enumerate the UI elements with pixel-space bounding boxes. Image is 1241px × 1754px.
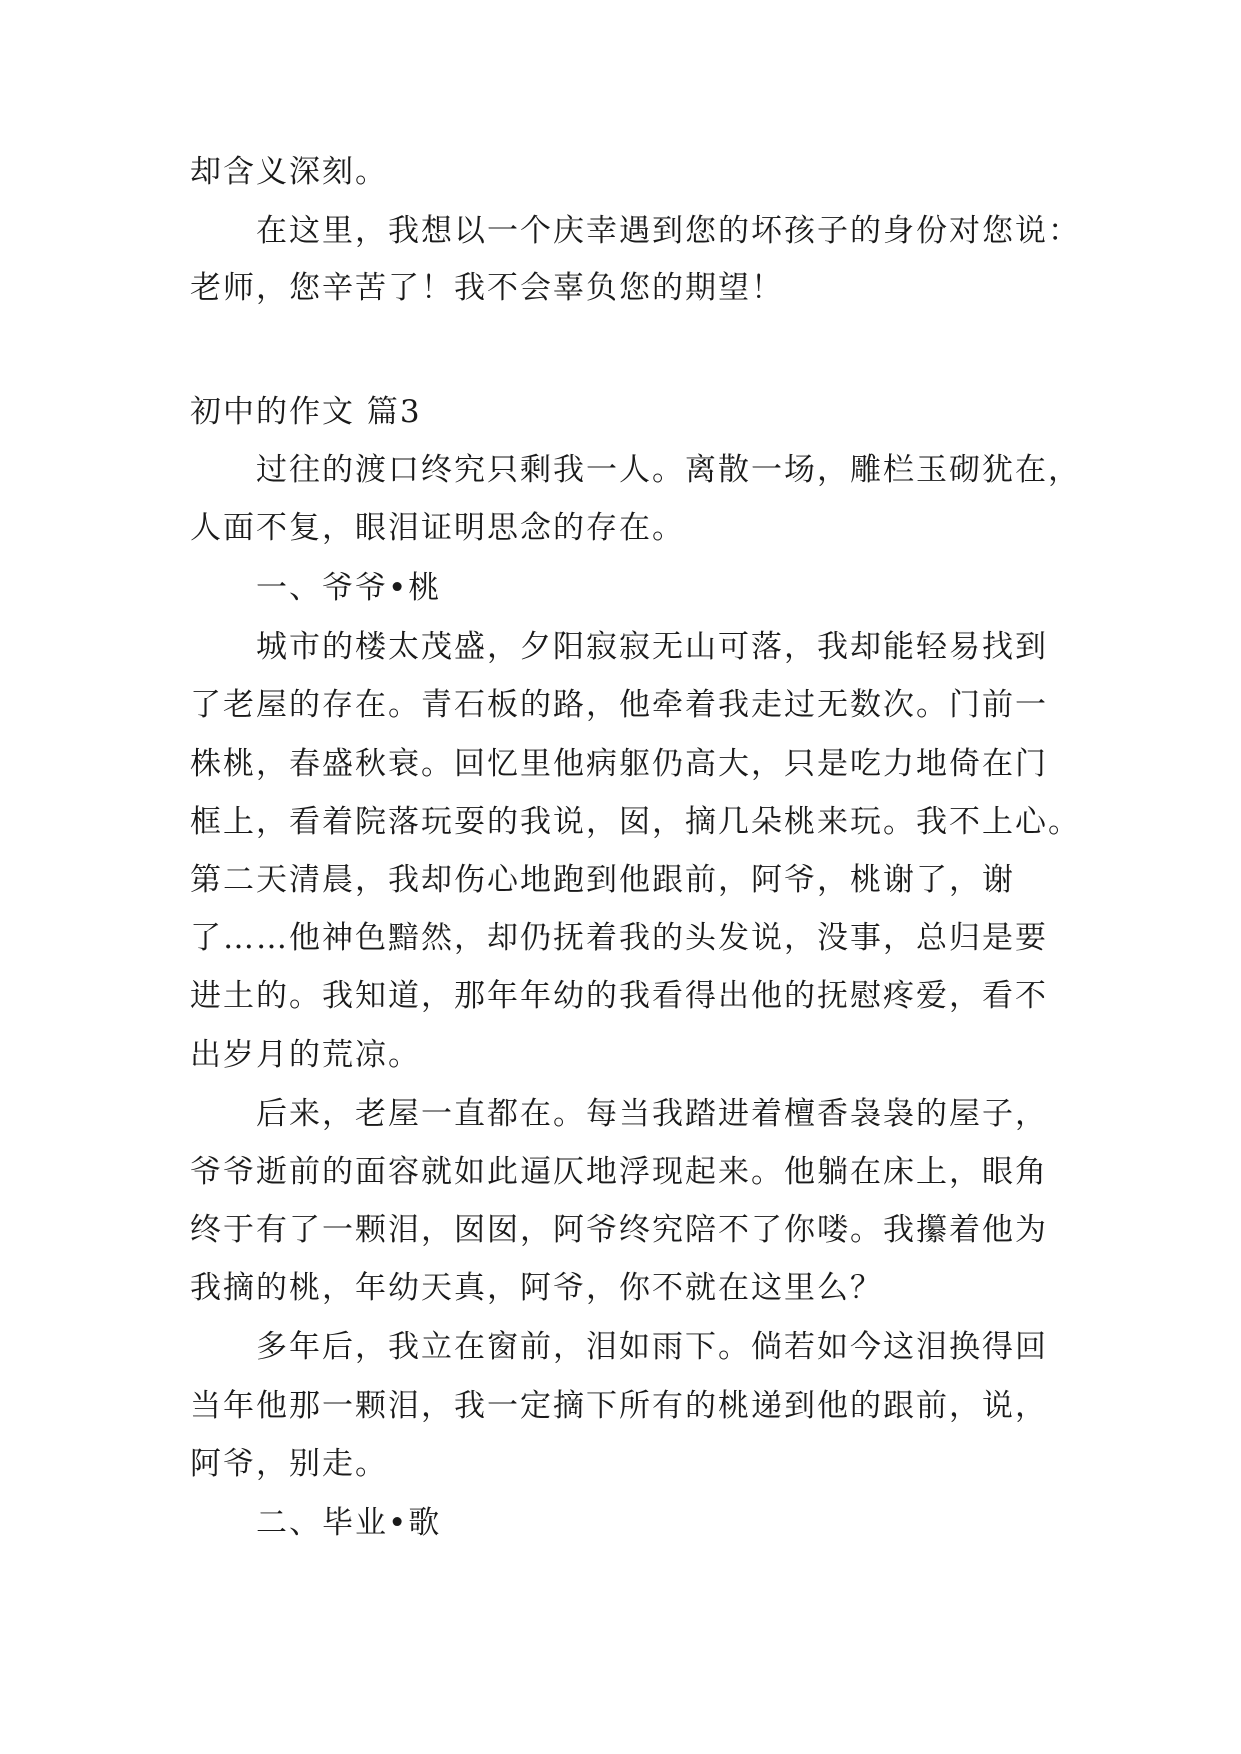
paragraph-line: 城市的楼太茂盛，夕阳寂寂无山可落，我却能轻易找到 [256, 629, 1048, 665]
paragraph-line: 株桃，春盛秋衰。回忆里他病躯仍高大，只是吃力地倚在门 [190, 746, 1048, 782]
paragraph-line: 框上，看着院落玩耍的我说，囡，摘几朵桃来玩。我不上心。 [190, 804, 1081, 840]
paragraph-line: 在这里，我想以一个庆幸遇到您的坏孩子的身份对您说： [256, 213, 1081, 249]
paragraph-line: 人面不复，眼泪证明思念的存在。 [190, 510, 685, 546]
section-title: 初中的作文 篇3 [190, 394, 422, 430]
subsection-heading: 一、爷爷•桃 [256, 570, 442, 606]
paragraph-line: 却含义深刻。 [190, 154, 388, 190]
paragraph-line: 了老屋的存在。青石板的路，他牵着我走过无数次。门前一 [190, 687, 1048, 723]
paragraph-line: 出岁月的荒凉。 [190, 1037, 421, 1073]
paragraph-line: 了……他神色黯然，却仍抚着我的头发说，没事，总归是要 [190, 920, 1048, 956]
paragraph-line: 过往的渡口终究只剩我一人。离散一场，雕栏玉砌犹在， [256, 452, 1081, 488]
paragraph-line: 老师，您辛苦了！我不会辜负您的期望！ [190, 270, 784, 306]
paragraph-line: 终于有了一颗泪，囡囡，阿爷终究陪不了你喽。我攥着他为 [190, 1212, 1048, 1248]
paragraph-line: 第二天清晨，我却伤心地跑到他跟前，阿爷，桃谢了，谢 [190, 862, 1015, 898]
paragraph-line: 爷爷逝前的面容就如此逼仄地浮现起来。他躺在床上，眼角 [190, 1154, 1048, 1190]
paragraph-line: 进土的。我知道，那年年幼的我看得出他的抚慰疼爱，看不 [190, 978, 1048, 1014]
paragraph-line: 阿爷，别走。 [190, 1446, 388, 1482]
paragraph-line: 当年他那一颗泪，我一定摘下所有的桃递到他的跟前，说， [190, 1388, 1048, 1424]
paragraph-line: 我摘的桃，年幼天真，阿爷，你不就在这里么？ [190, 1270, 883, 1306]
paragraph-line: 多年后，我立在窗前，泪如雨下。倘若如今这泪换得回 [256, 1329, 1048, 1365]
subsection-heading: 二、毕业•歌 [256, 1505, 442, 1541]
paragraph-line: 后来，老屋一直都在。每当我踏进着檀香袅袅的屋子， [256, 1096, 1048, 1132]
